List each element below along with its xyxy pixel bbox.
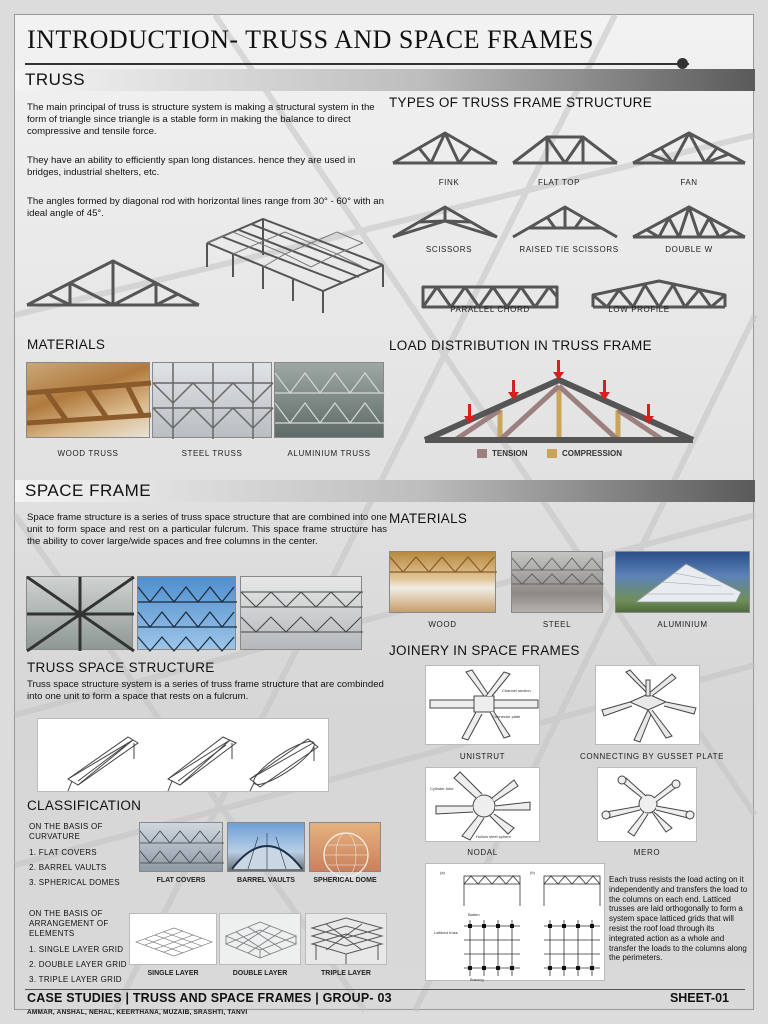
scissors-truss-diagram <box>393 207 497 237</box>
footer-rule <box>25 989 745 990</box>
page-title: INTRODUCTION- TRUSS AND SPACE FRAMES <box>27 25 594 54</box>
unistrut-caption: UNISTRUT <box>459 752 506 761</box>
grid-item-double-layer: 2. DOUBLE LAYER GRID <box>29 960 127 969</box>
hollow-sphere-label: Hollow steel sphere <box>476 834 511 839</box>
grid-item-single-layer: 1. SINGLE LAYER GRID <box>29 945 124 954</box>
space-frame-intro-paragraph: Space frame structure is a series of truss space structure that are combined into one unit to form space and rest on a particular fulcrum. This space frame structure has the ability to cover large/wide spaces and free columns in the center. <box>27 512 387 548</box>
latticed-truss-label: Latticed truss <box>434 930 458 935</box>
wood-truss-caption: WOOD TRUSS <box>57 449 119 458</box>
channel-section-label: Channel section <box>502 688 531 693</box>
space-frame-section-title: SPACE FRAME <box>25 481 152 500</box>
space-frame-section-band <box>15 480 755 502</box>
spherical-dome-photo <box>309 822 381 872</box>
mero-joint-illustration <box>597 767 697 842</box>
single-layer-caption: SINGLE LAYER <box>147 970 199 977</box>
truss-materials-heading: MATERIALS <box>27 337 106 352</box>
barrel-vaults-photo <box>227 822 305 872</box>
space-frame-steel-caption: STEEL <box>542 620 572 629</box>
double-w-truss-diagram <box>633 207 745 237</box>
triple-layer-caption: TRIPLE LAYER <box>321 970 371 977</box>
simple-truss-illustration <box>23 253 203 311</box>
double-layer-caption: DOUBLE LAYER <box>232 970 288 977</box>
poster-sheet <box>14 14 754 1016</box>
compression-legend-label: COMPRESSION <box>562 449 623 458</box>
unistrut-joint-illustration <box>425 665 540 745</box>
wood-truss-photo <box>26 362 150 438</box>
truss-type-label-low-profile: LOW PROFILE <box>608 305 670 314</box>
bracing-label: Bracing <box>470 977 484 982</box>
batten-label: Batten <box>468 912 480 917</box>
truss-space-structure-illustration-box <box>37 718 329 792</box>
truss-section-title: TRUSS <box>25 70 86 89</box>
truss-types-diagrams <box>389 127 749 327</box>
latticed-truss-diagram <box>425 863 605 981</box>
gusset-plate-caption: CONNECTING BY GUSSET PLATE <box>579 752 725 761</box>
grid-item-triple-layer: 3. TRIPLE LAYER GRID <box>29 975 122 984</box>
joinery-heading: JOINERY IN SPACE FRAMES <box>389 643 580 658</box>
truss-type-label-double-w: DOUBLE W <box>665 245 713 254</box>
curvature-item-barrel-vaults: 2. BARREL VAULTS <box>29 863 107 872</box>
flat-covers-photo <box>139 822 223 872</box>
load-distribution-heading: LOAD DISTRIBUTION IN TRUSS FRAME <box>389 338 652 353</box>
curvature-item-spherical-domes: 3. SPHERICAL DOMES <box>29 878 120 887</box>
grid-items-list <box>29 942 127 987</box>
load-distribution-diagram <box>415 360 705 445</box>
curvature-items-list <box>29 845 120 890</box>
title-underline-dot <box>677 58 688 69</box>
classification-heading: CLASSIFICATION <box>27 798 142 813</box>
truss-type-label-flat-top: FLAT TOP <box>538 178 580 187</box>
space-frame-wood-caption: WOOD <box>428 620 457 629</box>
truss-paragraph-3: The angles formed by diagonal rod with horizontal lines range from 30° - 60° with an ideal angle of 45°. <box>27 196 384 220</box>
tension-legend-swatch <box>477 449 487 458</box>
cylinder-tube-label: Cylinder tube <box>430 786 454 791</box>
arrangement-basis-heading: ON THE BASIS OF ARRANGEMENT OF ELEMENTS <box>29 909 109 938</box>
curvature-item-flat-covers: 1. FLAT COVERS <box>29 848 97 857</box>
truss-space-structure-heading: TRUSS SPACE STRUCTURE <box>27 660 215 675</box>
raised-tie-scissors-truss-diagram <box>513 207 617 237</box>
barrel-vaults-caption: BARREL VAULTS <box>237 877 295 884</box>
space-frame-photo-1 <box>26 576 133 650</box>
space-frame-photo-2 <box>137 576 236 650</box>
fink-truss-diagram <box>393 133 497 163</box>
nodal-joint-illustration <box>425 767 540 842</box>
double-layer-grid-image <box>219 913 301 965</box>
truss-paragraph-1: The main principal of truss is structure system is making a structural system in the form of triangle since triangle is a stable form in making the balance to direct compressive and tensile force. <box>27 102 375 138</box>
fan-truss-diagram <box>633 133 745 163</box>
truss-type-label-fan: FAN <box>680 178 698 187</box>
spherical-dome-caption: SPHERICAL DOME <box>313 877 377 884</box>
gusset-plate-joint-illustration <box>595 665 700 745</box>
truss-type-label-parallel-chord: PARALLEL CHORD <box>450 305 530 314</box>
truss-section-band <box>15 69 755 91</box>
footer-title: CASE STUDIES | TRUSS AND SPACE FRAMES | GROUP- 03 <box>27 991 392 1005</box>
mero-caption: MERO <box>633 848 661 857</box>
lattice-label-a: (a) <box>440 870 445 875</box>
space-frame-wood-photo <box>389 551 496 613</box>
steel-truss-photo <box>152 362 272 438</box>
steel-truss-caption: STEEL TRUSS <box>181 449 243 458</box>
space-frame-materials-heading: MATERIALS <box>389 511 468 526</box>
tension-legend-label: TENSION <box>492 449 528 458</box>
nodal-caption: NODAL <box>467 848 498 857</box>
lattice-label-b: (b) <box>530 870 535 875</box>
connector-plate-label: Connector plate <box>492 714 521 719</box>
aluminium-truss-caption: ALUMINIUM TRUSS <box>287 449 371 458</box>
sheet-number: SHEET-01 <box>669 991 729 1005</box>
truss-paragraph-2: They have an ability to efficiently span long distances. hence they are used in bridges, industrial shelters, etc. <box>27 155 356 179</box>
latticed-truss-description: Each truss resists the load acting on it independently and transfers the load to the columns on each end. Latticed trusses are laid orthogonally to form a system space latticed grids that will resist the roof load through its integrated action as a whole and transfer the loads to the columns along the perimeters. <box>609 875 748 963</box>
single-layer-grid-image <box>129 913 217 965</box>
parallel-chord-truss-diagram <box>423 287 557 307</box>
flat-covers-caption: FLAT COVERS <box>156 877 206 884</box>
low-profile-truss-diagram <box>593 281 725 307</box>
truss-type-label-fink: FINK <box>438 178 460 187</box>
aluminium-truss-photo <box>274 362 384 438</box>
space-frame-aluminium-caption: ALUMINIUM <box>657 620 708 629</box>
space-frame-steel-photo <box>511 551 603 613</box>
title-underline <box>25 63 689 65</box>
truss-types-heading: TYPES OF TRUSS FRAME STRUCTURE <box>389 95 653 110</box>
flat-top-truss-diagram <box>513 137 617 163</box>
curvature-basis-heading: ON THE BASIS OF CURVATURE <box>29 822 103 841</box>
group-member-names: AMMAR, ANSHAL, NEHAL, KEERTHANA, MUZAIB, SRASHTI, TANVI <box>27 1009 248 1016</box>
truss-type-label-raised-tie-scissors: RAISED TIE SCISSORS <box>519 245 619 254</box>
triple-layer-grid-image <box>305 913 387 965</box>
truss-type-label-scissors: SCISSORS <box>425 245 473 254</box>
truss-space-structure-paragraph: Truss space structure system is a series of truss frame structure that are combinded into one unit to form a space that rests on a fulcrum. <box>27 679 384 703</box>
space-frame-aluminium-photo <box>615 551 750 613</box>
space-frame-photo-3 <box>240 576 362 650</box>
truss-roof-3d-illustration <box>203 215 388 315</box>
compression-legend-swatch <box>547 449 557 458</box>
